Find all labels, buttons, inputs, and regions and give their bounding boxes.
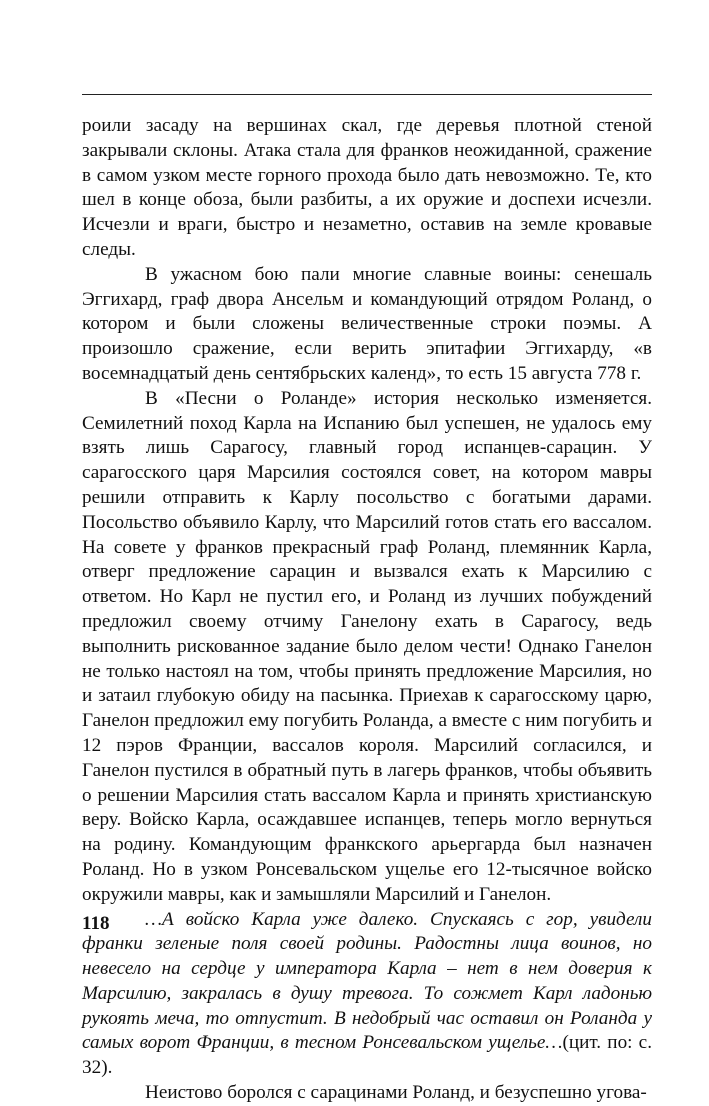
page-number: 118 [82, 913, 110, 934]
quote-text: …А войско Карла уже далеко. Спускаясь с гор, увидели франки зеленые поля своей родины. Радостны лица воинов, но невесело на сердце у императора Карла – нет в нем доверия к Марсилию, закралась в душу тревога. То сожмет Карл ладонью рукоять меча, то отпустит. В недобрый час оставил он Роланда у самых ворот Франции, в тесном Ронсевальском ущелье… [82, 908, 652, 1054]
paragraph-roland-fight: Неистово боролся с сарацинами Роланд, и безуспешно угова- [145, 1082, 647, 1104]
quote-paragraph [82, 908, 652, 1082]
page-body-text [82, 114, 652, 1106]
paragraph-song-of-roland: В «Песни о Роланде» история несколько изменяется. Семилетний поход Карла на Испанию был успешен, не удалось ему взять лишь Сарагосу, главный город испанцев-сарацин. У сарагосского царя Марсилия состоялся совет, на котором мавры решили отправить к Карлу посольство с богатыми дарами. Посольство объявило Карлу, что Марсилий готов стать его вассалом. На совете у франков прекрасный граф Роланд, племянник Карла, отверг предложение сарацин и вызвался ехать к Марсилию с ответом. Но Карл не пустил его, и Роланд из лучших побуждений предложил своему отчиму Ганелону ехать в Сарагосу, ведь выполнить рискованное задание было делом чести! Однако Ганелон не только настоял на том, чтобы принять предложение Марсилия, но и затаил глубокую обиду на пасынка. Приехав к сарагосскому царю, Ганелон предложил ему погубить Роланда, а вместе с ним погубить и 12 пэров Франции, вассалов короля. Марсилий согласился, и Ганелон пустился в обратный путь в лагерь франков, чтобы объявить о решении Марсилия стать вассалом Карла и принять христианскую веру. Войско Карла, осаждавшее испанцев, теперь могло вернуться на родину. Командующим франкского арьергарда был назначен Роланд. Но в узком Ронсевальском ущелье его 12-тысячное войско окружили мавры, как и замышляли Марсилий и Ганелон. [82, 387, 652, 905]
paragraph-battle-casualties: В ужасном бою пали многие славные воины: сенешаль Эггихард, граф двора Ансельм и командующий отрядом Роланд, о котором и были сложены величественные строки поэмы. А произошло сражение, если верить эпитафии Эггихарду, «в восемнадцатый день сентябрьских календ», то есть 15 августа 778 г. [82, 263, 652, 384]
quote-citation: (цит. по: с. 32). [82, 1032, 652, 1079]
header-rule [82, 94, 652, 95]
paragraph-ambush: роили засаду на вершинах скал, где деревья плотной стеной закрывали склоны. Атака стала для франков неожиданной, сражение в самом узком месте горного прохода было дать невозможно. Те, кто шел в конце обоза, были разбиты, а их оружие и доспехи исчезли. Исчезли и враги, быстро и незаметно, оставив на земле кровавые следы. [82, 115, 652, 260]
